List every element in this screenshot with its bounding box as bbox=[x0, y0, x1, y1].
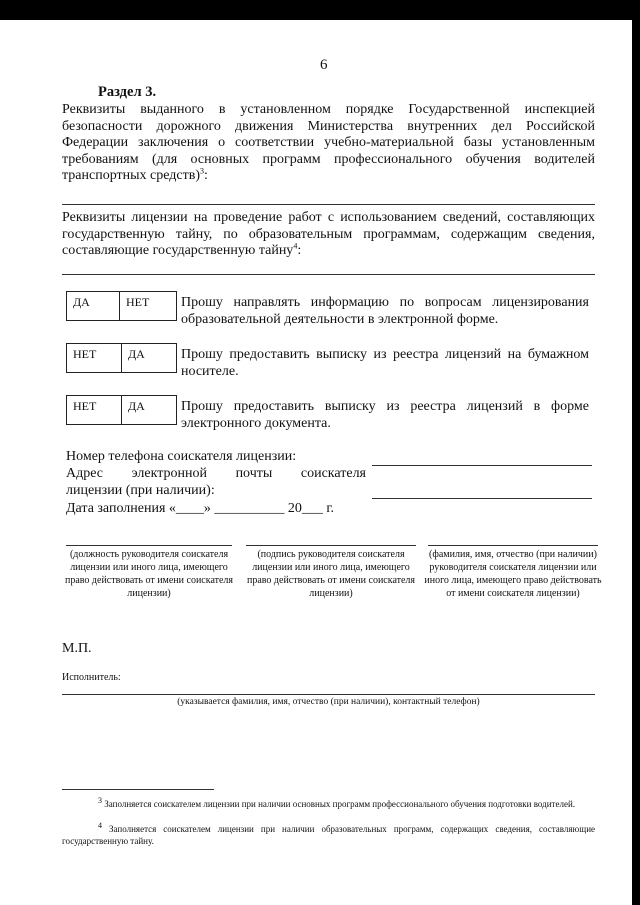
footnote-separator bbox=[62, 789, 214, 790]
section-paragraph-2 bbox=[62, 210, 595, 260]
option-3-text: Прошу предоставить выписку из реестра лицензий в форме электронного документа. bbox=[181, 399, 589, 431]
email-label-line-2: лицензии (при наличии): bbox=[66, 483, 215, 498]
footnote-ref-4: 4 bbox=[293, 241, 298, 251]
signature-line-position[interactable] bbox=[66, 545, 232, 546]
option-2-checkbox-group[interactable] bbox=[66, 343, 177, 373]
option-1-cell-no[interactable]: НЕТ bbox=[126, 295, 150, 309]
fill-date[interactable]: Дата заполнения «____» __________ 20___ г. bbox=[66, 501, 335, 516]
signature-caption-sign: (подпись руководителя соискателя лицензии или иного лица, имеющего право действовать от имени соискателя лицензии) bbox=[246, 549, 416, 599]
blank-line-2 bbox=[62, 274, 595, 275]
option-3-checkbox-group[interactable] bbox=[66, 395, 177, 425]
footnote-3 bbox=[62, 798, 595, 810]
signature-line-sign[interactable] bbox=[246, 545, 416, 546]
scan-top-border bbox=[0, 0, 640, 20]
paragraph-2-end: : bbox=[297, 243, 302, 258]
option-2-cell-yes[interactable]: ДА bbox=[128, 347, 145, 361]
email-label-line-1: Адрес электронной почты соискателя bbox=[66, 466, 366, 481]
signature-caption-name: (фамилия, имя, отчество (при наличии) руководителя соискателя лицензии или иного лица, имеющего право действовать от имени соискателя лицензии) bbox=[424, 549, 602, 599]
phone-input-line[interactable] bbox=[372, 465, 592, 466]
option-3-cell-yes[interactable]: ДА bbox=[128, 399, 145, 413]
option-1-checkbox-group[interactable] bbox=[66, 291, 177, 321]
stamp-placeholder: М.П. bbox=[62, 641, 92, 656]
executor-label: Исполнитель: bbox=[62, 672, 121, 683]
executor-line[interactable] bbox=[62, 694, 595, 695]
signature-caption-position: (должность руководителя соискателя лицензии или иного лица, имеющего право действовать от имени соискателя лицензии) bbox=[64, 549, 234, 599]
blank-line-1 bbox=[62, 204, 595, 205]
paragraph-1-text: Реквизиты выданного в установленном порядке Государственной инспекцией безопасности дорожного движения Министерства внутренних дел Российской Федерации заключения о соответствии учебно-материальной базы установленным требованиям (для основных программ профессионального обучения водителей транспортных средств) bbox=[62, 102, 595, 183]
paragraph-2-text: Реквизиты лицензии на проведение работ с использованием сведений, составляющих государственную тайну, по образовательным программам, содержащим сведения, составляющие государственную тайну bbox=[62, 210, 595, 258]
paragraph-1-end: : bbox=[204, 168, 208, 183]
footnote-4-marker: 4 bbox=[98, 821, 102, 830]
page-number: 6 bbox=[320, 57, 328, 73]
email-input-line[interactable] bbox=[372, 498, 592, 499]
footnote-4-text: Заполняется соискателем лицензии при наличии образовательных программ, содержащих сведения, составляющие государственную тайну. bbox=[62, 824, 596, 846]
executor-hint: (указывается фамилия, имя, отчество (при наличии), контактный телефон) bbox=[177, 697, 480, 707]
footnote-3-marker: 3 bbox=[98, 796, 102, 805]
signature-line-name[interactable] bbox=[428, 545, 598, 546]
option-2-cell-no[interactable]: НЕТ bbox=[67, 344, 122, 372]
option-3-cell-no[interactable]: НЕТ bbox=[67, 396, 122, 424]
footnote-ref-3: 3 bbox=[200, 166, 205, 176]
section-paragraph-1 bbox=[62, 102, 595, 185]
option-1-cell-yes[interactable]: ДА bbox=[67, 292, 120, 320]
section-title: Раздел 3. bbox=[98, 84, 157, 100]
footnote-4 bbox=[62, 823, 595, 847]
phone-label: Номер телефона соискателя лицензии: bbox=[66, 449, 297, 464]
scan-right-border bbox=[632, 0, 640, 905]
option-2-text: Прошу предоставить выписку из реестра лицензий на бумажном носителе. bbox=[181, 347, 589, 379]
footnote-3-text: Заполняется соискателем лицензии при наличии основных программ профессионального обучения подготовки водителей. bbox=[104, 799, 576, 809]
option-1-text: Прошу направлять информацию по вопросам лицензирования образовательной деятельности в электронной форме. bbox=[181, 295, 589, 327]
